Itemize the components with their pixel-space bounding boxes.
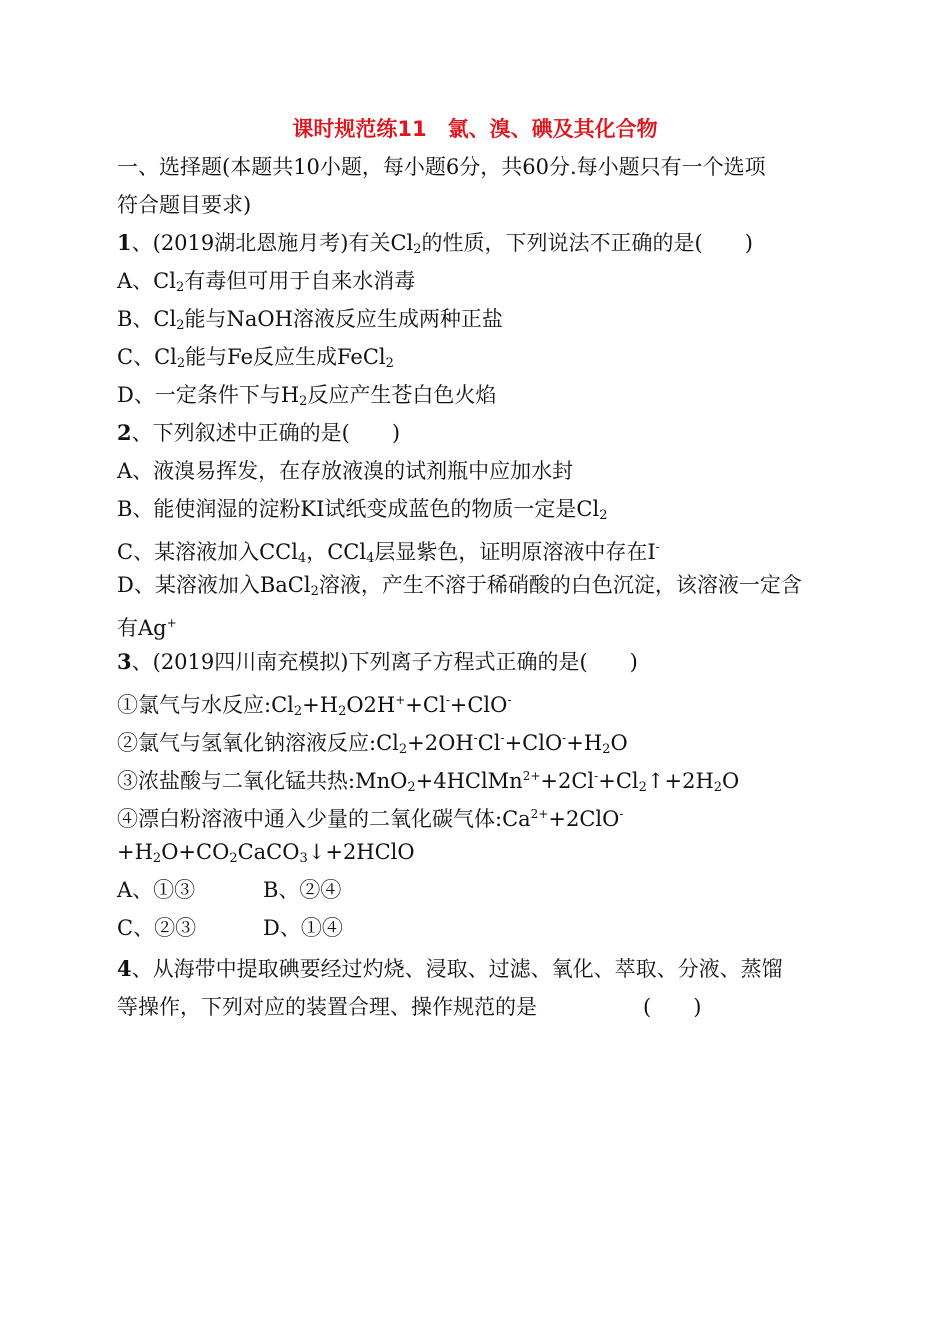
- option-text: 层显紫色，证明原溶液中存在I: [374, 540, 656, 564]
- subscript: 2: [175, 280, 185, 295]
- stem-text: 等操作，下列对应的装置合理、操作规范的是: [117, 995, 537, 1019]
- equation-2: ②氯气与氢氧化钠溶液反应$:Cl_2+2OH^-Cl^-+ClO^-+H_2O$: [117, 731, 628, 757]
- question-number: 1: [117, 230, 132, 255]
- stem-text: 、下列叙述中正确的是( ): [131, 421, 401, 445]
- equation-3: ③浓盐酸与二氧化锰共热$:MnO_2+4HClMn^{2+}+2Cl^-+Cl_2↑+2H_2O$: [117, 769, 740, 795]
- section-heading-line2: 符合题目要求): [117, 193, 252, 217]
- question-2-option-c: [117, 533, 660, 573]
- option-text: 反应产生苍白色火焰: [307, 383, 497, 407]
- option-text: C、Cl: [117, 345, 177, 369]
- question-1-option-b: [117, 305, 503, 340]
- superscript: +: [166, 616, 177, 630]
- equation-4-cont: $+H_2O+CO_2CaCO_3↓+2HClO$: [117, 840, 415, 866]
- option-text: C、某溶液加入CCl: [117, 540, 298, 564]
- subscript: 2: [176, 318, 185, 333]
- question-2-stem: [117, 419, 400, 447]
- subscript: 2: [413, 242, 422, 257]
- question-3-options-cd: [117, 914, 343, 942]
- question-4-stem-cont: [117, 993, 702, 1021]
- stem-text: 、(2019四川南充模拟)下列离子方程式正确的是( ): [131, 650, 638, 674]
- option-text: D、某溶液加入BaCl: [117, 573, 311, 597]
- option-text: B、Cl: [117, 307, 177, 331]
- option-text: ，CCl: [306, 540, 367, 564]
- question-2-option-a: A、液溴易挥发，在存放液溴的试剂瓶中应加水封: [117, 459, 574, 483]
- subscript: 4: [297, 551, 307, 566]
- option-text: D、一定条件下与H: [117, 383, 300, 407]
- option-a: A、①③: [117, 878, 196, 902]
- question-2-option-b: [117, 495, 607, 530]
- superscript: -: [655, 540, 660, 554]
- subscript: 2: [299, 394, 308, 409]
- option-text: B、能使润湿的淀粉KI试纸变成蓝色的物质一定是Cl: [117, 497, 600, 521]
- question-number: 2: [117, 420, 132, 445]
- option-d: D、①④: [263, 916, 343, 940]
- question-3-options-ab: [117, 876, 342, 904]
- question-3-stem: [117, 648, 638, 676]
- option-text: 有Ag: [117, 616, 167, 640]
- subscript: 2: [310, 584, 319, 599]
- subscript: 4: [366, 551, 375, 566]
- option-b: B、②④: [263, 878, 342, 902]
- option-text: 能与NaOH溶液反应生成两种正盐: [184, 307, 503, 331]
- equation-4: ④漂白粉溶液中通入少量的二氧化碳气体$:Ca^{2+}+2ClO^-$: [117, 807, 624, 831]
- stem-text: 的性质，下列说法不正确的是( ): [421, 231, 753, 255]
- subscript: 2: [599, 508, 608, 523]
- equation-1: ①氯气与水反应$:Cl_2+H_2O2H^++Cl^-+ClO^-$: [117, 693, 512, 719]
- question-1-option-d: [117, 381, 496, 416]
- option-c: C、②③: [117, 916, 197, 940]
- answer-blank: ( ): [643, 995, 702, 1019]
- question-4-stem: [117, 955, 783, 983]
- question-number: 4: [117, 956, 132, 981]
- section-heading-line1: 一、选择题(本题共10小题，每小题6分，共60分.每小题只有一个选项: [117, 155, 766, 179]
- option-text: A、Cl: [117, 269, 176, 293]
- question-2-option-d-cont: [117, 609, 177, 642]
- option-text: 溶液，产生不溶于稀硝酸的白色沉淀，该溶液一定含: [318, 573, 802, 597]
- subscript: 2: [176, 356, 186, 371]
- stem-text: 、从海带中提取碘要经过灼烧、浸取、过滤、氧化、萃取、分液、蒸馏: [131, 957, 783, 981]
- subscript: 2: [385, 356, 394, 371]
- question-1-option-c: [117, 343, 394, 378]
- stem-text: 、(2019湖北恩施月考)有关Cl: [131, 231, 414, 255]
- option-text: 能与Fe反应生成FeCl: [185, 345, 386, 369]
- question-number: 3: [117, 649, 132, 674]
- page-title: 课时规范练11 氯、溴、碘及其化合物: [292, 117, 658, 141]
- question-1-stem: [117, 229, 753, 264]
- option-text: 有毒但可用于自来水消毒: [184, 269, 416, 293]
- question-2-option-d: [117, 571, 802, 606]
- question-1-option-a: [117, 267, 415, 302]
